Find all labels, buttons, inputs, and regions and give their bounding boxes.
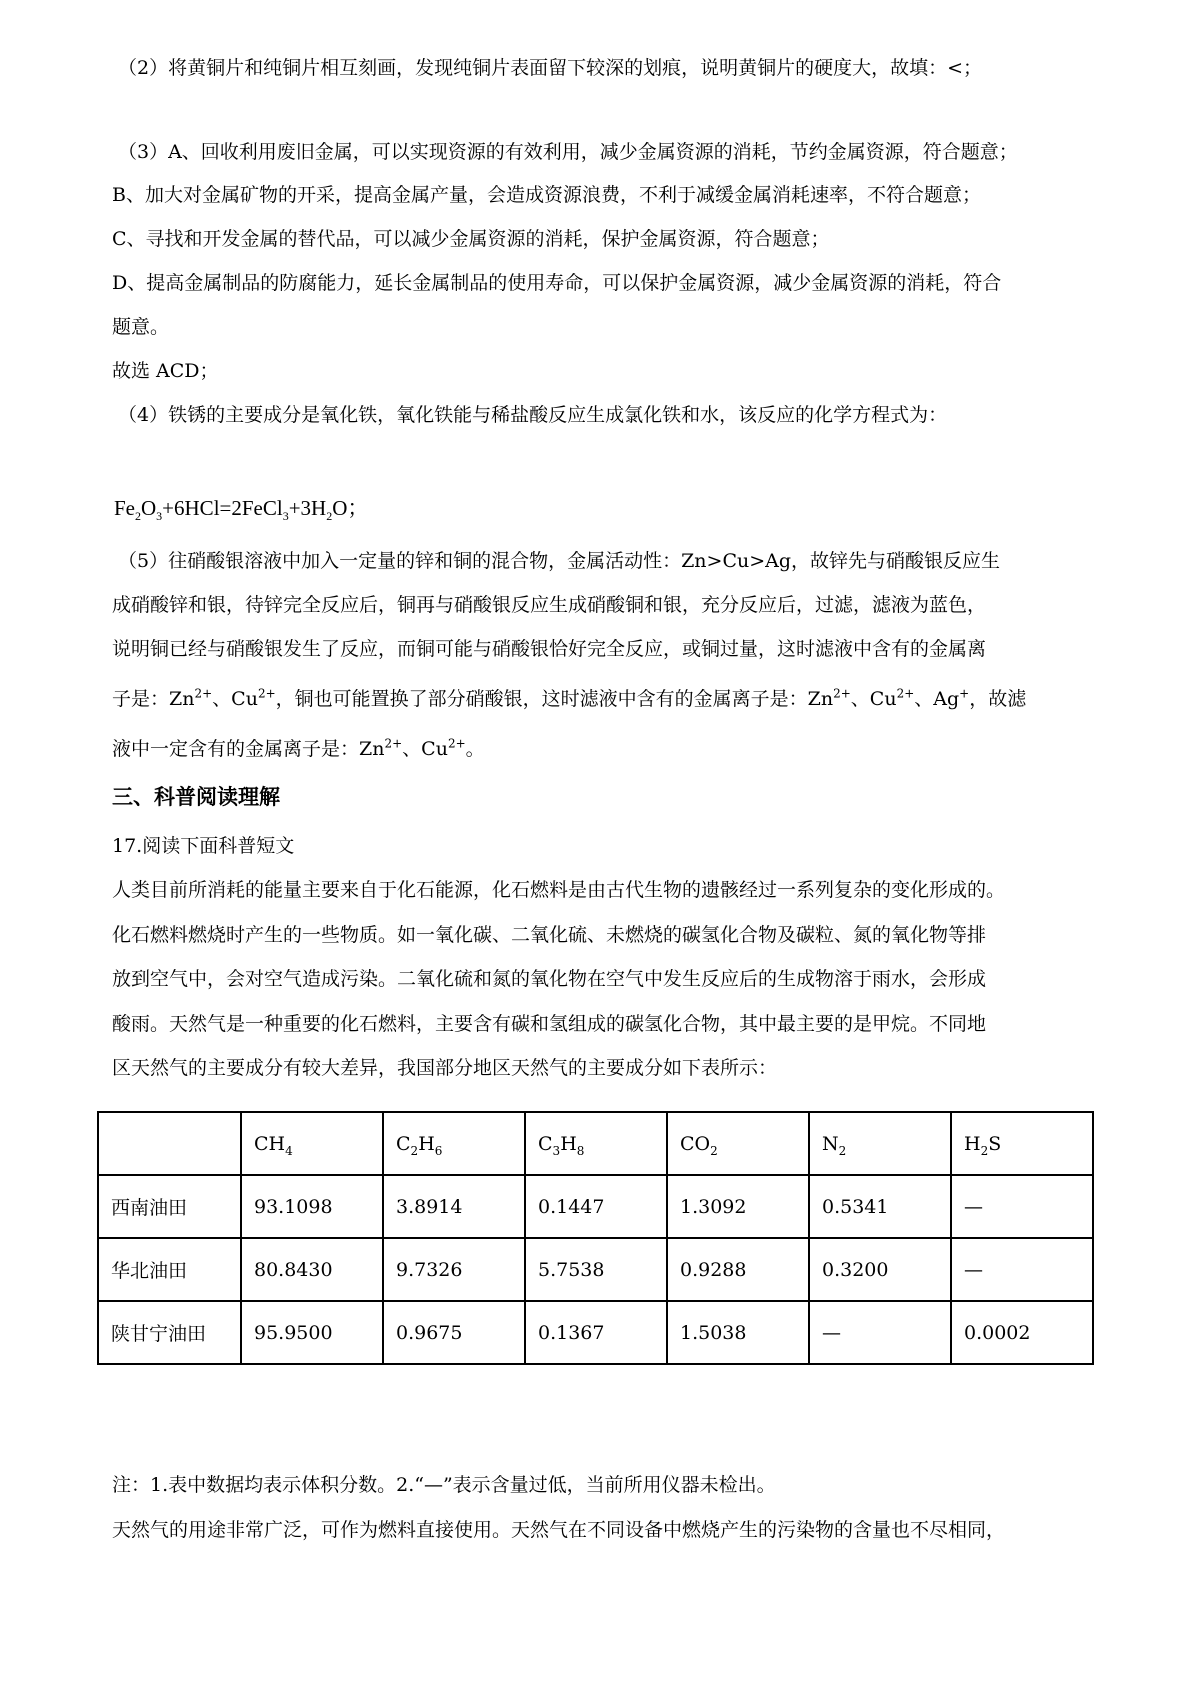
table-cell: 华北油田 — [98, 1238, 241, 1301]
table-row — [98, 1238, 1093, 1301]
table-row — [98, 1301, 1093, 1364]
header-c2h6: $C_2H_6$ — [383, 1112, 525, 1175]
answer-q5-line3: 说明铜已经与硝酸银发生了反应，而铜可能与硝酸银恰好完全反应，或铜过量，这时滤液中含有的金属离 — [112, 638, 987, 660]
table-cell: 0.1367 — [525, 1301, 667, 1364]
header-co2: $CO_2$ — [667, 1112, 809, 1175]
table-cell: 80.8430 — [241, 1238, 383, 1301]
answer-q3-d-line2: 题意。 — [112, 316, 170, 338]
table-cell: 95.9500 — [241, 1301, 383, 1364]
chemical-equation: $Fe_2O_3+6HCl=2FeCl_3+3H_2O$； — [114, 496, 369, 524]
answer-q5-line4: 子是：$Zn^{2+}$、$Cu^{2+}$，铜也可能置换了部分硝酸银，这时滤液中含有的金属离子是：$Zn^{2+}$、$Cu^{2+}$、Ag+，故滤 — [112, 686, 1027, 710]
header-h2s: $H_2S$ — [951, 1112, 1093, 1175]
question-17-title: 17.阅读下面科普短文 — [112, 835, 295, 857]
answer-q5-line2: 成硝酸锌和银，待锌完全反应后，铜再与硝酸银反应生成硝酸铜和银，充分反应后，过滤，滤液为蓝色， — [112, 594, 987, 616]
header-c3h8: $C_3H_8$ — [525, 1112, 667, 1175]
table-note: 注：1.表中数据均表示体积分数。2.“—”表示含量过低，当前所用仪器未检出。 — [112, 1474, 776, 1496]
table-cell: — — [809, 1301, 951, 1364]
answer-q3-d-line1: D、提高金属制品的防腐能力，延长金属制品的使用寿命，可以保护金属资源，减少金属资源的消耗，符合 — [112, 272, 1002, 294]
header-n2: $N_2$ — [809, 1112, 951, 1175]
answer-q2: （2）将黄铜片和纯铜片相互刻画，发现纯铜片表面留下较深的划痕，说明黄铜片的硬度大，故填：<； — [118, 57, 983, 79]
answer-q5-line1: （5）往硝酸银溶液中加入一定量的锌和铜的混合物，金属活动性：Zn>Cu>Ag，故锌先与硝酸银反应生 — [118, 550, 1001, 572]
table-cell: 3.8914 — [383, 1175, 525, 1238]
table-row — [98, 1175, 1093, 1238]
answer-q3-choice: 故选 ACD； — [112, 360, 219, 382]
answer-q3-a: （3）A、回收利用废旧金属，可以实现资源的有效利用，减少金属资源的消耗，节约金属资源，符合题意； — [118, 141, 1018, 163]
table-cell: 9.7326 — [383, 1238, 525, 1301]
table-cell: 0.9675 — [383, 1301, 525, 1364]
reading-line: 酸雨。天然气是一种重要的化石燃料，主要含有碳和氢组成的碳氢化合物，其中最主要的是甲烷。不同地 — [112, 1013, 987, 1035]
table-cell: 0.0002 — [951, 1301, 1093, 1364]
answer-q5-line5: 液中一定含有的金属离子是：$Zn^{2+}$、$Cu^{2+}$。 — [112, 736, 485, 760]
reading-line: 区天然气的主要成分有较大差异，我国部分地区天然气的主要成分如下表所示： — [112, 1057, 778, 1079]
gas-composition-table — [97, 1111, 1094, 1365]
table-cell: 0.9288 — [667, 1238, 809, 1301]
reading-line: 化石燃料燃烧时产生的一些物质。如一氧化碳、二氧化硫、未燃烧的碳氢化合物及碳粒、氮的氧化物等排 — [112, 924, 987, 946]
table-header-row — [98, 1112, 1093, 1175]
table-cell: 93.1098 — [241, 1175, 383, 1238]
header-ch4: $CH_4$ — [241, 1112, 383, 1175]
table-cell: 0.1447 — [525, 1175, 667, 1238]
answer-q3-b: B、加大对金属矿物的开采，提高金属产量，会造成资源浪费，不利于减缓金属消耗速率，不符合题意； — [112, 184, 981, 206]
table-cell: 陕甘宁油田 — [98, 1301, 241, 1364]
answer-q4: （4）铁锈的主要成分是氧化铁，氧化铁能与稀盐酸反应生成氯化铁和水，该反应的化学方程式为： — [118, 404, 948, 426]
table-cell: 1.3092 — [667, 1175, 809, 1238]
table-cell: 5.7538 — [525, 1238, 667, 1301]
table-cell: — — [951, 1175, 1093, 1238]
table-corner-cell — [98, 1112, 241, 1175]
section-heading: 三、科普阅读理解 — [112, 785, 280, 809]
table-cell: 0.5341 — [809, 1175, 951, 1238]
table-cell: 0.3200 — [809, 1238, 951, 1301]
reading-line: 放到空气中，会对空气造成污染。二氧化硫和氮的氧化物在空气中发生反应后的生成物溶于雨水，会形成 — [112, 968, 987, 990]
reading-line: 人类目前所消耗的能量主要来自于化石能源，化石燃料是由古代生物的遗骸经过一系列复杂的变化形成的。 — [112, 879, 1006, 901]
table-cell: — — [951, 1238, 1093, 1301]
answer-q3-c: C、寻找和开发金属的替代品，可以减少金属资源的消耗，保护金属资源，符合题意； — [112, 228, 830, 250]
reading-line: 天然气的用途非常广泛，可作为燃料直接使用。天然气在不同设备中燃烧产生的污染物的含量也不尽相同， — [112, 1519, 1006, 1541]
table-cell: 1.5038 — [667, 1301, 809, 1364]
table-cell: 西南油田 — [98, 1175, 241, 1238]
